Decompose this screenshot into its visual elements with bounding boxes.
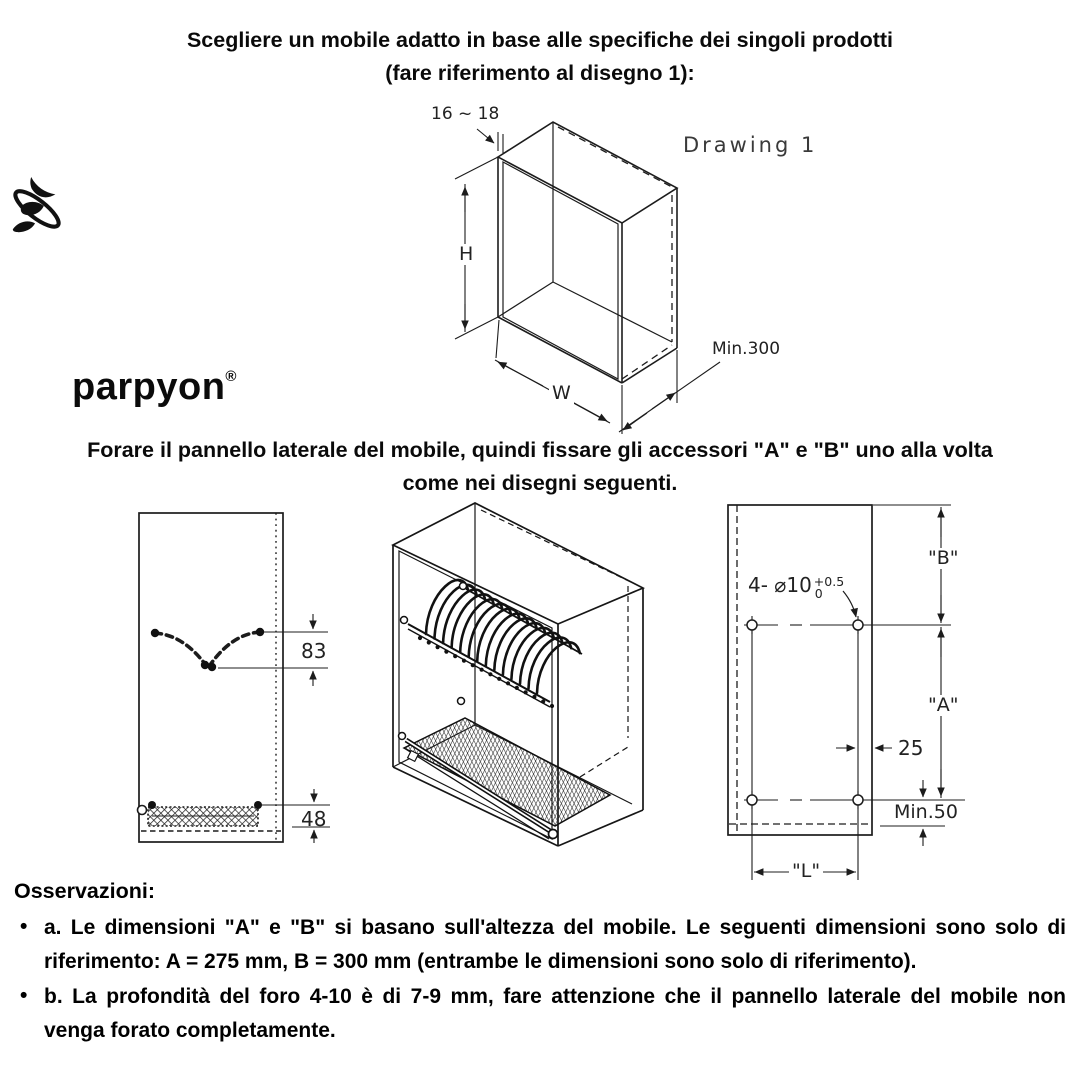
mounting-dots — [148, 628, 264, 809]
mesh-tray-lower-tier — [399, 698, 611, 840]
cabinet-dishrack-svg — [380, 490, 690, 875]
drilling-template-figure — [715, 495, 1080, 890]
instruction-line-1: Forare il pannello laterale del mobile, quindi fissare gli accessori "A" e "B" uno alla volta — [87, 438, 993, 462]
dimension-a-label: "A" — [925, 695, 961, 716]
dimension-b-label: "B" — [925, 548, 962, 569]
width-dimension-label: W — [549, 383, 574, 404]
bullet-icon: • — [20, 984, 28, 1007]
thickness-dimension-label: 16 ~ 18 — [431, 104, 500, 124]
observation-item-a: • a. Le dimensioni "A" e "B" si basano sull'altezza del mobile. Le seguenti dimensioni sono solo di riferimento: A = 275 mm, B = 300 mm (entrambe le dimensioni sono solo di riferimento). — [14, 911, 1066, 978]
bird-icon — [8, 174, 66, 240]
dimension-48-label: 48 — [301, 807, 327, 831]
dimension-min50-label: Min.50 — [894, 801, 958, 823]
height-dimension-label: H — [456, 244, 476, 265]
dimension-25-label: 25 — [898, 736, 924, 760]
title-line-2: (fare riferimento al disegno 1): — [385, 61, 695, 85]
hole-spec-label: 4- ⌀10 +0.5 0 — [748, 573, 845, 601]
observations-heading: Osservazioni: — [14, 879, 155, 903]
observations-section — [14, 879, 1066, 1049]
page-title — [0, 24, 1080, 90]
dimension-l-label: "L" — [789, 861, 823, 882]
side-panel-accessories-figure — [125, 495, 375, 870]
drawing1-caption: Drawing 1 — [683, 133, 818, 157]
brand-name: parpyon® — [72, 366, 237, 408]
dimension-83-label: 83 — [301, 639, 327, 663]
instruction-line-2: come nei disegni seguenti. — [402, 471, 678, 495]
bullet-icon: • — [20, 915, 28, 938]
observation-item-b: • b. La profondità del foro 4-10 è di 7-9 mm, fare attenzione che il pannello laterale del mobile non venga forato completamente. — [14, 980, 1066, 1047]
side-panel-svg — [125, 495, 375, 870]
depth-dimension-label: Min.300 — [712, 339, 781, 359]
registered-mark: ® — [225, 368, 237, 385]
hole-tolerance: +0.5 0 — [813, 574, 845, 601]
brand-logo — [8, 174, 237, 408]
title-line-1: Scegliere un mobile adatto in base alle specifiche dei singoli prodotti — [186, 28, 894, 52]
cabinet-dishrack-figure — [380, 490, 690, 875]
drilling-template-svg — [715, 495, 1080, 890]
drawing1-figure — [425, 100, 825, 435]
